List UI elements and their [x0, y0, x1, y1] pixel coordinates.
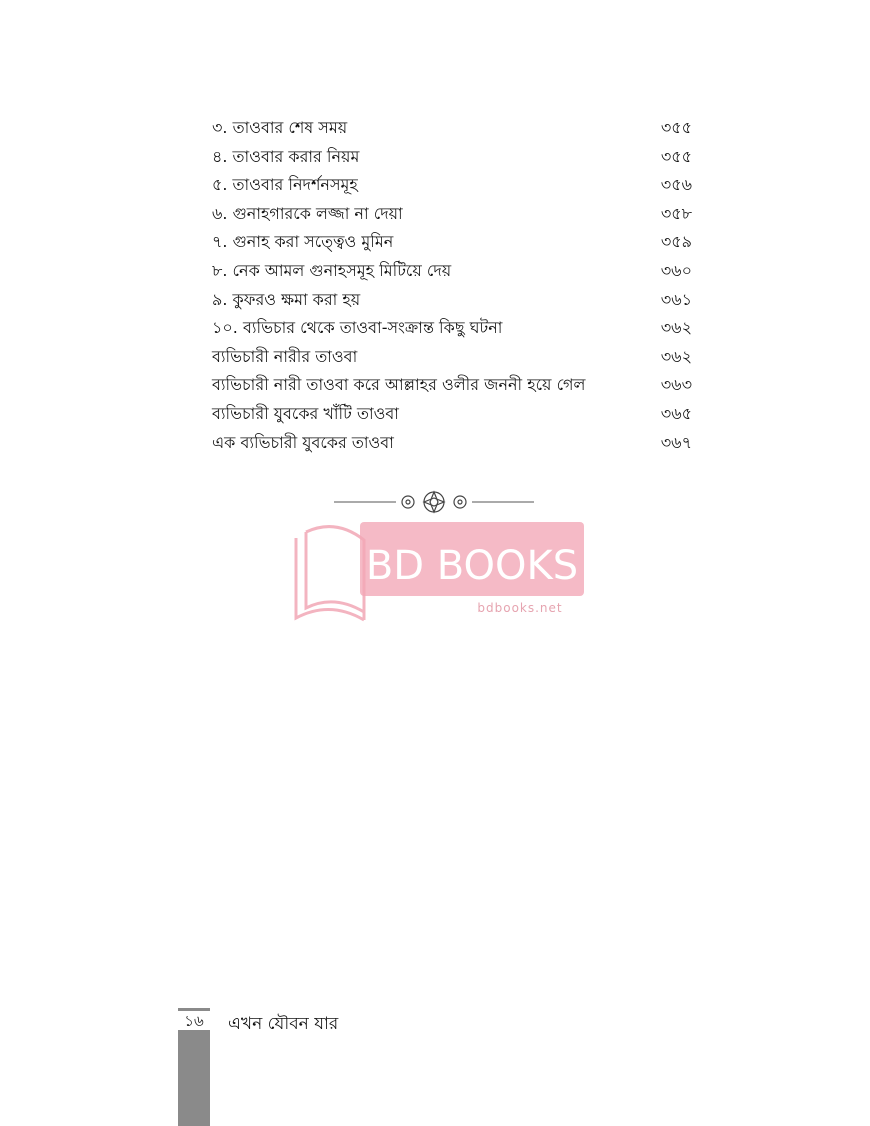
table-of-contents: [212, 114, 692, 457]
toc-entry: [212, 228, 692, 257]
toc-entry: [212, 114, 692, 143]
toc-entry: [212, 400, 692, 429]
toc-entry-page: ৩৬১: [660, 289, 692, 309]
toc-entry-title: ৪. তাওবার করার নিয়ম: [212, 146, 360, 166]
page-number: ১৬: [184, 1012, 204, 1030]
toc-entry-title: ব্যভিচারী যুবকের খাঁটি তাওবা: [212, 403, 399, 423]
watermark-brand: BD BOOKS: [365, 543, 579, 589]
toc-entry: [212, 314, 692, 343]
book-title-footer: এখন যৌবন যার: [228, 1014, 339, 1034]
toc-entry-page: ৩৬২: [660, 346, 692, 366]
toc-entry: [212, 286, 692, 315]
toc-entry-page: ৩৫৫: [660, 146, 692, 166]
toc-entry-page: ৩৫৯: [660, 232, 692, 252]
toc-entry-page: ৩৬৭: [660, 432, 692, 452]
watermark-site: bdbooks.net: [477, 601, 563, 615]
toc-entry: [212, 343, 692, 372]
toc-entry-title: ১০. ব্যভিচার থেকে তাওবা-সংক্রান্ত কিছু ঘটনা: [212, 318, 503, 338]
toc-entry-page: ৩৫৮: [660, 203, 692, 223]
toc-entry: [212, 429, 692, 458]
toc-entry-title: ৫. তাওবার নিদর্শনসমূহ: [212, 175, 358, 195]
floral-divider-ornament: [334, 488, 534, 516]
bd-books-watermark: [290, 516, 590, 626]
toc-entry-title: ৭. গুনাহ করা সত্ত্বেও মুমিন: [212, 232, 394, 252]
toc-entry-page: ৩৬৫: [660, 403, 692, 423]
toc-entry-page: ৩৫৬: [660, 175, 692, 195]
toc-entry: [212, 171, 692, 200]
toc-entry-page: ৩৬২: [660, 318, 692, 338]
open-book-icon: [296, 527, 364, 620]
toc-entry-title: ৬. গুনাহগারকে লজ্জা না দেয়া: [212, 203, 403, 223]
toc-entry-title: ব্যভিচারী নারী তাওবা করে আল্লাহর ওলীর জননী হয়ে গেল: [212, 375, 586, 395]
toc-entry-page: ৩৬৩: [660, 375, 692, 395]
toc-entry: [212, 371, 692, 400]
toc-entry: [212, 200, 692, 229]
toc-entry-title: ৮. নেক আমল গুনাহসমূহ মিটিয়ে দেয়: [212, 260, 452, 280]
toc-entry-title: ৯. কুফরও ক্ষমা করা হয়: [212, 289, 361, 309]
toc-entry-title: ৩. তাওবার শেষ সময়: [212, 118, 348, 137]
toc-entry-title: ব্যভিচারী নারীর তাওবা: [212, 346, 358, 366]
toc-entry-title: এক ব্যভিচারী যুবকের তাওবা: [212, 432, 394, 452]
toc-entry-page: ৩৬০: [660, 260, 692, 280]
toc-entry-page: ৩৫৫: [660, 118, 692, 137]
toc-entry: [212, 257, 692, 286]
toc-entry: [212, 143, 692, 172]
